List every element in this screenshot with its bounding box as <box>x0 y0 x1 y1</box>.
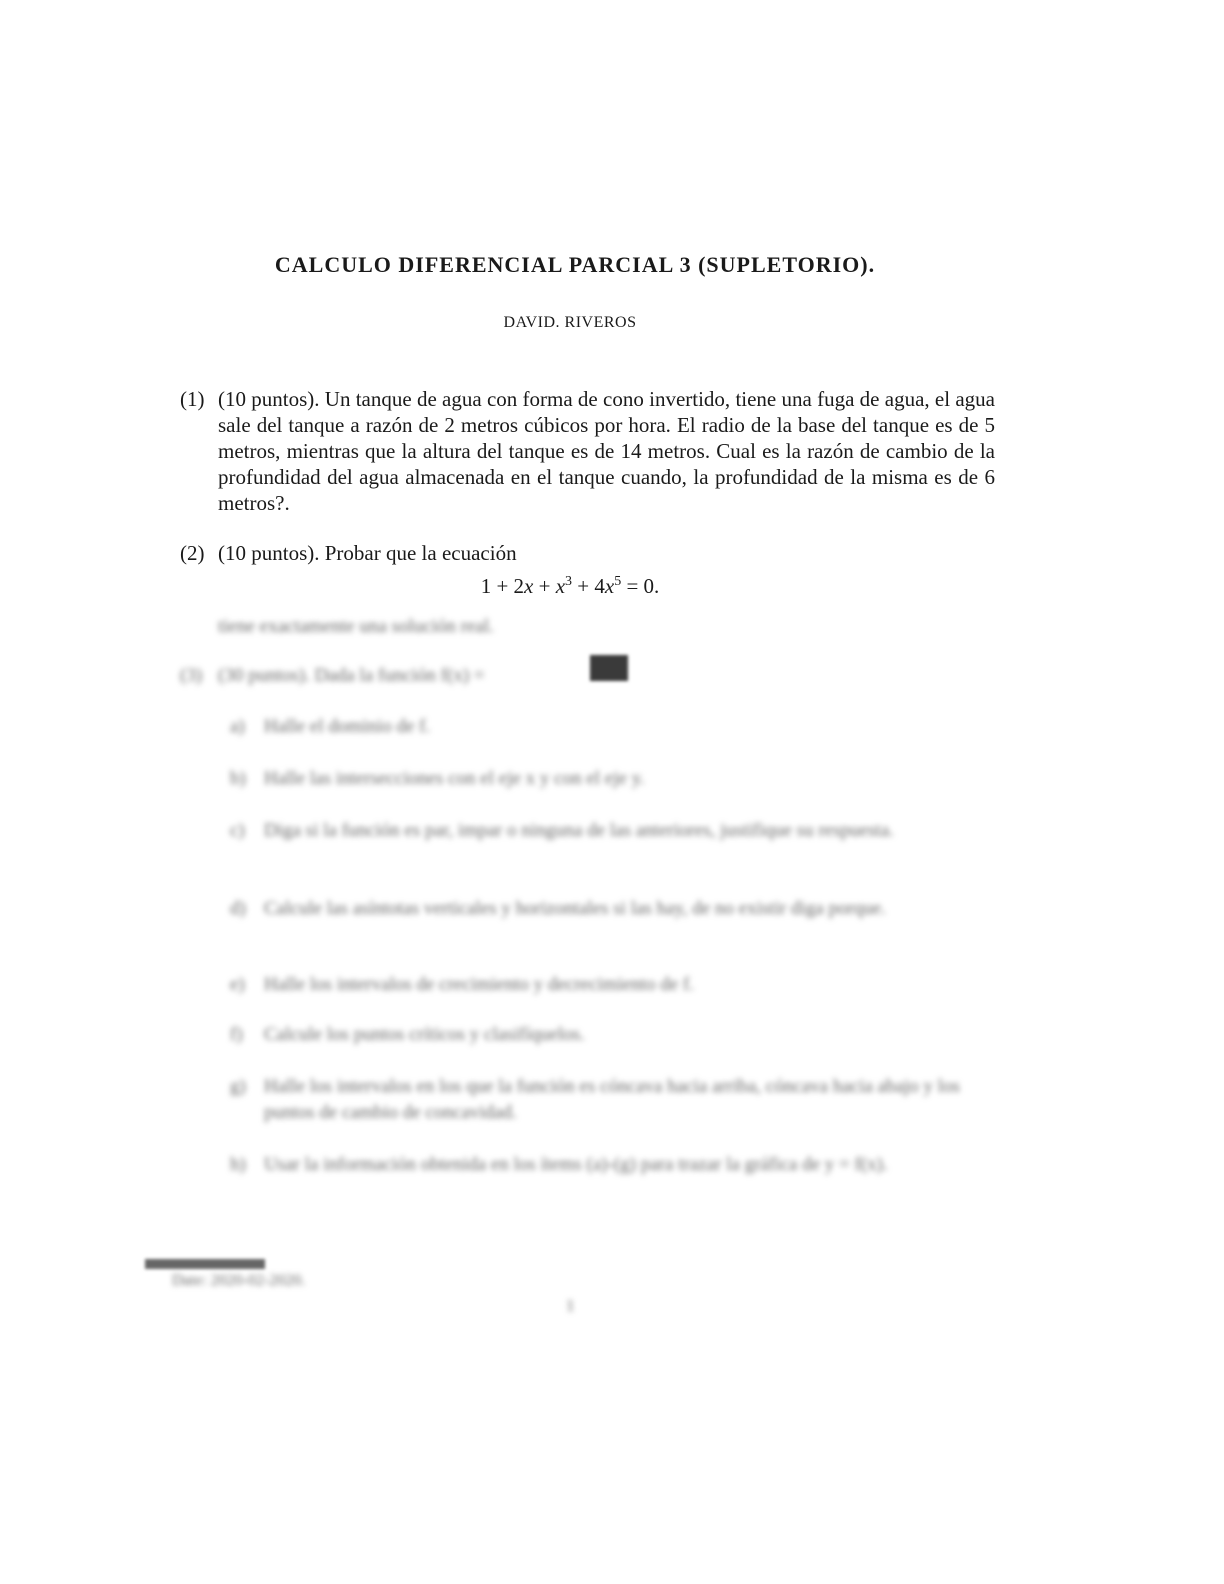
item-b-text: Halle las intersecciones con el eje x y con el eje y. <box>264 768 645 789</box>
item-f-text: Calcule los puntos críticos y clasifíquelos. <box>264 1024 585 1045</box>
problem-2-number: (2) <box>180 541 205 565</box>
page-number: 1 <box>566 1296 575 1315</box>
problem-1-number: (1) <box>180 387 205 411</box>
problem-3-text: (30 puntos). Dada la función f(x) = <box>218 665 485 686</box>
item-d-label: d) <box>230 898 246 919</box>
item-g-label: g) <box>230 1076 246 1097</box>
item-c-label: c) <box>230 820 245 841</box>
item-e <box>230 972 1000 998</box>
item-h <box>230 1152 1000 1178</box>
equation: $1 + 2x + x^3 + 4x^5 = 0$. <box>480 574 660 598</box>
footnote-rule <box>145 1259 265 1269</box>
item-f <box>230 1022 1000 1048</box>
item-a-label: a) <box>230 716 245 737</box>
page-title: CALCULO DIFERENCIAL PARCIAL 3 (SUPLETORIO). <box>274 252 876 277</box>
item-b-label: b) <box>230 768 246 789</box>
problem-2-text: (10 puntos). Probar que la ecuación <box>218 541 517 565</box>
item-h-label: h) <box>230 1154 246 1175</box>
item-a <box>230 714 1000 740</box>
item-e-text: Halle los intervalos de crecimiento y decrecimiento de f. <box>264 974 694 995</box>
problem-2-after: tiene exactamente una solución real. <box>218 616 494 637</box>
problem-2 <box>180 540 995 566</box>
redacted-function <box>590 655 628 681</box>
item-d-text: Calcule las asíntotas verticales y horizontales si las hay, de no existir diga porque. <box>264 898 886 919</box>
footnote: Date: 2020-02-2020. <box>172 1272 306 1289</box>
item-e-label: e) <box>230 974 245 995</box>
item-b <box>230 766 1000 792</box>
problem-1-text: (10 puntos). Un tanque de agua con forma de cono invertido, tiene una fuga de agua, el agua sale del tanque a razón de 2 metros cúbicos por hora. El radio de la base del tanque es de 5 metros, mientras que la altura del tanque es de 14 metros. Cual es la razón de cambio de la profundidad del agua almacenada en el tanque cuando, la profundidad de la misma es de 6 metros?. <box>218 387 995 515</box>
item-h-text: Usar la información obtenida en los ítems (a)-(g) para trazar la gráfica de y = f(x). <box>264 1154 888 1175</box>
item-c <box>230 818 1000 844</box>
problem-1 <box>180 386 995 516</box>
item-d <box>230 896 1000 922</box>
item-g-text: Halle los intervalos en los que la función es cóncava hacia arriba, cóncava hacia abajo y los puntos de cambio de concavidad. <box>264 1076 960 1123</box>
item-g <box>230 1074 1000 1126</box>
problem-3-number: (3) <box>180 665 203 686</box>
item-f-label: f) <box>230 1024 243 1045</box>
item-c-text: Diga si la función es par, impar o ninguna de las anteriores, justifique su respuesta. <box>264 820 894 841</box>
item-a-text: Halle el dominio de f. <box>264 716 431 737</box>
author-name: DAVID. RIVEROS <box>503 314 637 331</box>
